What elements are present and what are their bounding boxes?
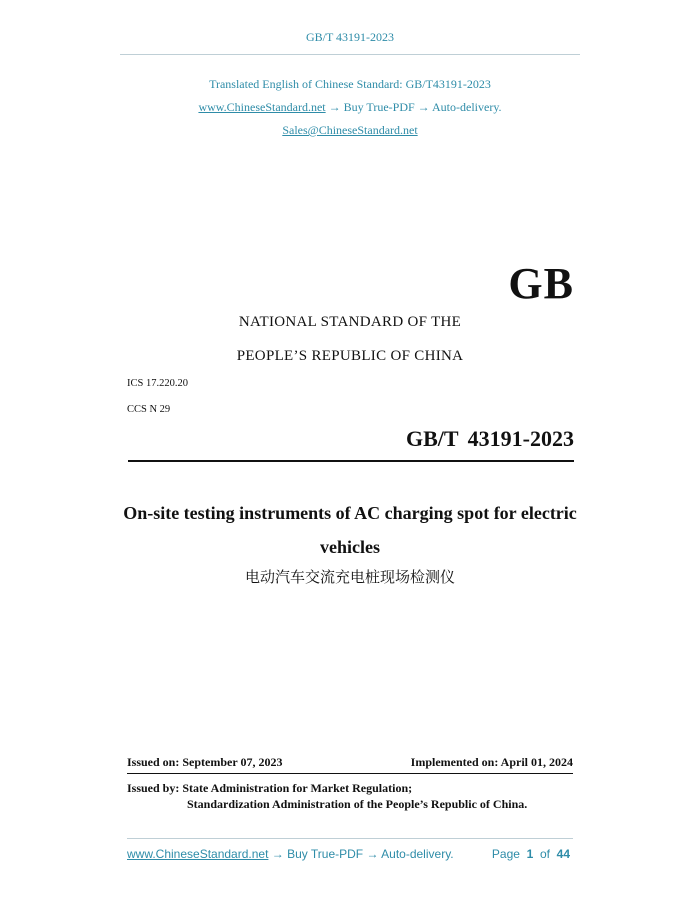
- page-label: Page: [491, 847, 520, 861]
- arrow-icon: →: [328, 100, 341, 114]
- site-link[interactable]: www.ChineseStandard.net: [198, 100, 326, 114]
- ccs-code: CCS N 29: [127, 404, 171, 415]
- standard-number: GB/T 43191-2023: [405, 426, 574, 451]
- promo-links: [0, 100, 700, 115]
- footer-divider: [127, 838, 573, 839]
- header-standard-code: GB/T 43191-2023: [305, 30, 395, 44]
- gb-logo: GB: [508, 259, 574, 308]
- arrow-icon: →: [366, 847, 379, 861]
- translation-notice: Translated English of Chinese Standard: GB/T43191-2023: [209, 77, 491, 91]
- arrow-icon: →: [271, 847, 284, 861]
- national-standard-line1: NATIONAL STANDARD OF THE: [238, 314, 462, 330]
- footer-links: [127, 847, 454, 861]
- page-current: 1: [526, 847, 534, 861]
- sales-email-link[interactable]: Sales@ChineseStandard.net: [282, 123, 418, 137]
- document-title-en: On-site testing instruments of AC charging spot for electric vehicles: [123, 503, 577, 557]
- footer-buy-text: Buy True-PDF: [287, 847, 364, 861]
- page-total: 44: [556, 847, 570, 861]
- arrow-icon: →: [417, 100, 430, 114]
- page-indicator: [492, 847, 570, 861]
- standard-number-rule: [128, 460, 574, 462]
- implemented-on-date: Implemented on: April 01, 2024: [410, 755, 573, 769]
- footer-delivery-text: Auto-delivery.: [381, 847, 454, 861]
- dates-rule: [127, 773, 573, 774]
- issued-by-line1: Issued by: State Administration for Market Regulation;: [127, 781, 413, 795]
- page-of: of: [539, 847, 550, 861]
- national-standard-line2: PEOPLE’S REPUBLIC OF CHINA: [236, 348, 464, 364]
- header-divider: [120, 54, 580, 55]
- document-title-cn: 电动汽车交流充电桩现场检测仪: [244, 568, 455, 586]
- auto-delivery-text: Auto-delivery.: [432, 100, 502, 114]
- issued-by-line2: Standardization Administration of the People’s Republic of China.: [187, 797, 528, 811]
- issued-on-date: Issued on: September 07, 2023: [127, 755, 283, 769]
- buy-pdf-text: Buy True-PDF: [343, 100, 415, 114]
- ics-code: ICS 17.220.20: [127, 378, 188, 389]
- footer-site-link[interactable]: www.ChineseStandard.net: [127, 847, 269, 861]
